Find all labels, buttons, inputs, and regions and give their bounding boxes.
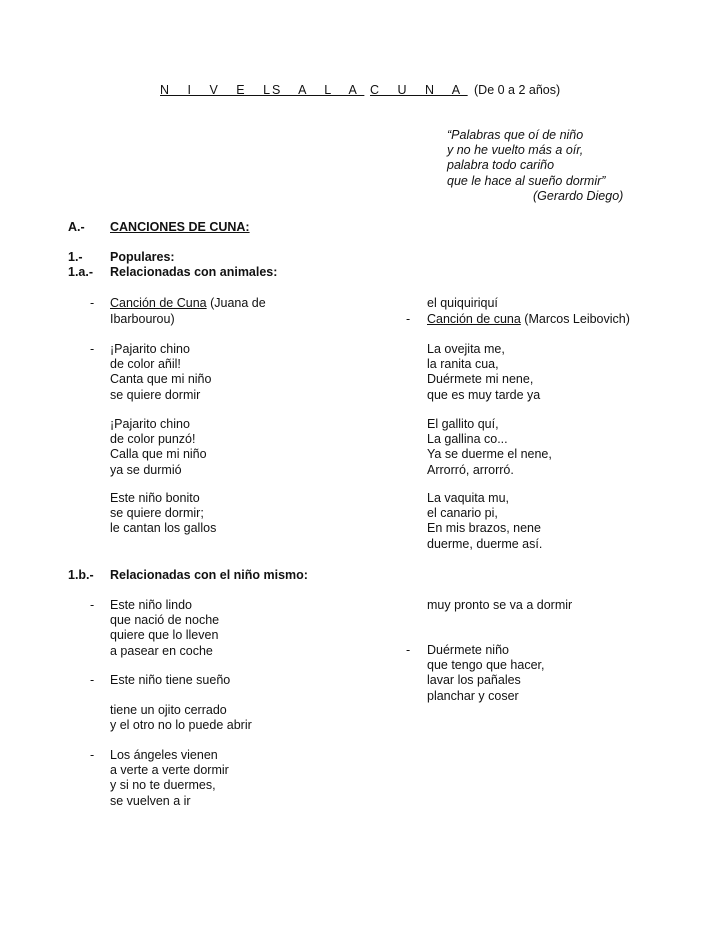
- verse-line: Duérmete mi nene,: [427, 372, 534, 387]
- title-sala: S A L A: [272, 83, 365, 97]
- verse-line: Calla que mi niño: [110, 447, 207, 462]
- list-dash: -: [406, 643, 411, 657]
- song-title-leibovich: [427, 312, 630, 327]
- verse-line: Este niño tiene sueño: [110, 673, 231, 687]
- verse-line: que es muy tarde ya: [427, 387, 541, 402]
- verse-line: la ranita cua,: [427, 357, 499, 372]
- verse-line: quiere que lo lleven: [110, 628, 219, 643]
- verse-line: duerme, duerme así.: [427, 536, 543, 551]
- verse-line: muy pronto se va a dormir: [427, 598, 573, 612]
- verse-line: La vaquita mu,: [427, 491, 509, 505]
- epigraph-line: “Palabras que oí de niño: [447, 128, 584, 142]
- verse-line: el quiquiriquí: [427, 296, 498, 310]
- verse-line: ya se durmió: [110, 462, 182, 477]
- verse-line: Este niño lindo: [110, 598, 193, 612]
- section-a-number: A.-: [68, 220, 85, 234]
- song-title-link: Canción de cuna: [427, 312, 521, 326]
- verse-line: ¡Pajarito chino: [110, 417, 190, 431]
- epigraph-author: (Gerardo Diego): [533, 189, 624, 203]
- verse-line: y si no te duermes,: [110, 778, 216, 793]
- section-1a-number: 1.a.-: [68, 265, 94, 279]
- verse-line: de color añil!: [110, 357, 181, 372]
- section-1b-title: Relacionadas con el niño mismo:: [110, 568, 308, 582]
- verse-line: planchar y coser: [427, 688, 519, 703]
- verse-line: a pasear en coche: [110, 643, 213, 658]
- section-1a-title: Relacionadas con animales:: [110, 265, 278, 279]
- verse-line: Ya se duerme el nene,: [427, 447, 552, 462]
- stanza: [110, 342, 211, 403]
- title-cuna: C U N A: [370, 83, 468, 97]
- verse-line: se quiere dormir: [110, 387, 201, 402]
- list-dash: -: [406, 312, 411, 326]
- epigraph: [447, 128, 605, 189]
- verse-line: que tengo que hacer,: [427, 658, 545, 673]
- list-dash: -: [90, 296, 95, 310]
- verse-line: La gallina co...: [427, 432, 508, 447]
- song-author-cont: Ibarbourou): [110, 312, 175, 326]
- age-range: (De 0 a 2 años): [474, 83, 561, 97]
- verse-line: tiene un ojito cerrado: [110, 703, 227, 717]
- list-dash: -: [90, 673, 95, 687]
- title-nivel: N I V E L: [160, 83, 278, 97]
- verse-line: el canario pi,: [427, 506, 498, 521]
- verse-line: le cantan los gallos: [110, 521, 217, 536]
- verse-line: Este niño bonito: [110, 491, 200, 505]
- verse-line: se quiere dormir;: [110, 506, 204, 521]
- verse-line: En mis brazos, nene: [427, 521, 541, 536]
- list-dash: -: [90, 342, 95, 356]
- stanza: [110, 748, 229, 809]
- verse-line: Duérmete niño: [427, 643, 509, 657]
- stanza: [110, 598, 219, 659]
- stanza: [427, 342, 540, 403]
- list-dash: -: [90, 748, 95, 762]
- section-a-title: CANCIONES DE CUNA:: [110, 220, 250, 234]
- verse-line: a verte a verte dormir: [110, 763, 229, 778]
- verse-line: ¡Pajarito chino: [110, 342, 190, 356]
- section-1-number: 1.-: [68, 250, 83, 264]
- stanza: [427, 417, 552, 478]
- section-1-title: Populares:: [110, 250, 175, 264]
- verse-line: Arrorró, arrorró.: [427, 462, 514, 477]
- song-author: (Juana de: [206, 296, 266, 310]
- verse-line: que nació de noche: [110, 613, 220, 628]
- section-1b-number: 1.b.-: [68, 568, 94, 582]
- stanza: [427, 643, 544, 704]
- verse-line: de color punzó!: [110, 432, 196, 447]
- verse-line: se vuelven a ir: [110, 793, 191, 808]
- verse-line: y el otro no lo puede abrir: [110, 718, 252, 733]
- stanza: [110, 417, 207, 478]
- verse-line: lavar los pañales: [427, 673, 521, 688]
- stanza: [110, 491, 216, 537]
- song-title-ibarbourou: [110, 296, 266, 311]
- epigraph-line: y no he vuelto más a oír,: [447, 143, 584, 158]
- verse-line: La ovejita me,: [427, 342, 505, 356]
- verse-line: Canta que mi niño: [110, 372, 212, 387]
- stanza: [110, 703, 252, 733]
- song-title-link: Canción de Cuna: [110, 296, 207, 310]
- verse-line: Los ángeles vienen: [110, 748, 218, 762]
- list-dash: -: [90, 598, 95, 612]
- epigraph-line: palabra todo cariño: [447, 158, 555, 173]
- stanza: [427, 491, 542, 552]
- epigraph-line: que le hace al sueño dormir”: [447, 173, 606, 188]
- song-author: (Marcos Leibovich): [520, 312, 630, 326]
- verse-line: El gallito quí,: [427, 417, 499, 431]
